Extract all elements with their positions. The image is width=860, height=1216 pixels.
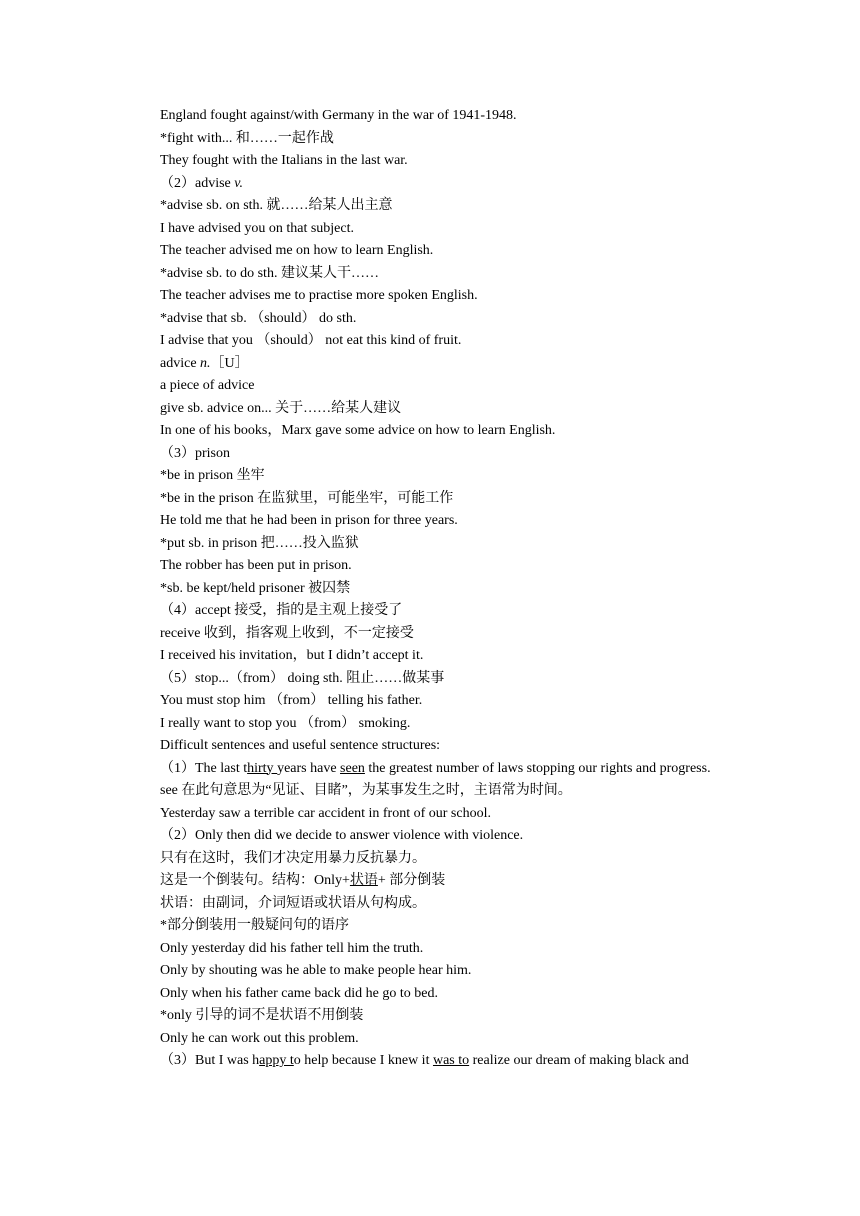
text-line: Only yesterday did his father tell him the truth. bbox=[160, 940, 424, 956]
text-line: a piece of advice bbox=[160, 378, 255, 393]
text-line: （5）stop...（from） doing sth. 阻止……做某事 bbox=[160, 670, 445, 686]
text-line: *advise that sb. （should） do sth. bbox=[160, 310, 357, 326]
text-line: receive 收到，指客观上收到，不一定接受 bbox=[160, 625, 414, 641]
text-line: *only 引导的词不是状语不用倒装 bbox=[160, 1008, 364, 1023]
text-line: （4）accept 接受，指的是主观上接受了 bbox=[160, 603, 403, 618]
example-paragraph: （1）The last thirty years have seen the greatest number of laws stopping our rights and progress. bbox=[160, 760, 711, 776]
text-line: He told me that he had been in prison for three years. bbox=[160, 513, 458, 528]
text-line: *sb. be kept/held prisoner 被囚禁 bbox=[160, 580, 351, 596]
text-line: （2）advise v. bbox=[160, 175, 243, 191]
part-of-speech: n. bbox=[200, 355, 211, 371]
text-line: *advise sb. on sth. 就……给某人出主意 bbox=[160, 198, 393, 213]
text-line: advice n.［U］ bbox=[160, 355, 249, 371]
text-line: *部分倒装用一般疑问句的语序 bbox=[160, 918, 349, 933]
text-line: They fought with the Italians in the last war. bbox=[160, 153, 408, 168]
text-line: I have advised you on that subject. bbox=[160, 220, 355, 236]
text-line: England fought against/with Germany in the war of 1941-1948. bbox=[160, 108, 517, 123]
text-line: You must stop him （from） telling his father. bbox=[160, 693, 423, 708]
text-line: 状语：由副词，介词短语或状语从句构成。 bbox=[160, 895, 426, 911]
text-line: Difficult sentences and useful sentence structures: bbox=[160, 738, 441, 753]
text-line: I really want to stop you （from） smoking. bbox=[160, 715, 411, 731]
text-line: （3）But I was happy to help because I knew it was to realize our dream of making black and bbox=[160, 1053, 689, 1068]
text-line: Yesterday saw a terrible car accident in front of our school. bbox=[160, 805, 491, 821]
text-line: I advise that you （should） not eat this kind of fruit. bbox=[160, 333, 462, 348]
text-line: give sb. advice on... 关于……给某人建议 bbox=[160, 400, 402, 416]
text-line: The robber has been put in prison. bbox=[160, 558, 352, 573]
text-line: （2）Only then did we decide to answer violence with violence. bbox=[160, 828, 524, 843]
text-line: The teacher advises me to practise more spoken English. bbox=[160, 288, 478, 303]
text-line: Only when his father came back did he go to bed. bbox=[160, 985, 438, 1001]
text-line: Only by shouting was he able to make people hear him. bbox=[160, 963, 472, 978]
noun-tag: ［U］ bbox=[210, 355, 249, 371]
text-line: 只有在这时，我们才决定用暴力反抗暴力。 bbox=[160, 850, 426, 866]
text-line: Only he can work out this problem. bbox=[160, 1030, 359, 1046]
text-line: *fight with... 和……一起作战 bbox=[160, 130, 334, 146]
text-line: The teacher advised me on how to learn English. bbox=[160, 243, 434, 258]
text-line: *advise sb. to do sth. 建议某人干…… bbox=[160, 265, 379, 281]
text-line: 这是一个倒装句。结构：Only+状语+ 部分倒装 bbox=[160, 873, 446, 888]
text-line: I received his invitation，but I didn’t accept it. bbox=[160, 648, 424, 663]
text-line: see 在此句意思为“见证、目睹”，为某事发生之时，主语常为时间。 bbox=[160, 783, 572, 798]
text-line: *be in the prison 在监狱里，可能坐牢，可能工作 bbox=[160, 490, 454, 506]
part-of-speech: v. bbox=[234, 175, 243, 191]
text-line: （3）prison bbox=[160, 445, 230, 461]
text-line: In one of his books，Marx gave some advice on how to learn English. bbox=[160, 423, 556, 438]
text-line: *put sb. in prison 把……投入监狱 bbox=[160, 535, 359, 551]
text-line: *be in prison 坐牢 bbox=[160, 468, 265, 483]
